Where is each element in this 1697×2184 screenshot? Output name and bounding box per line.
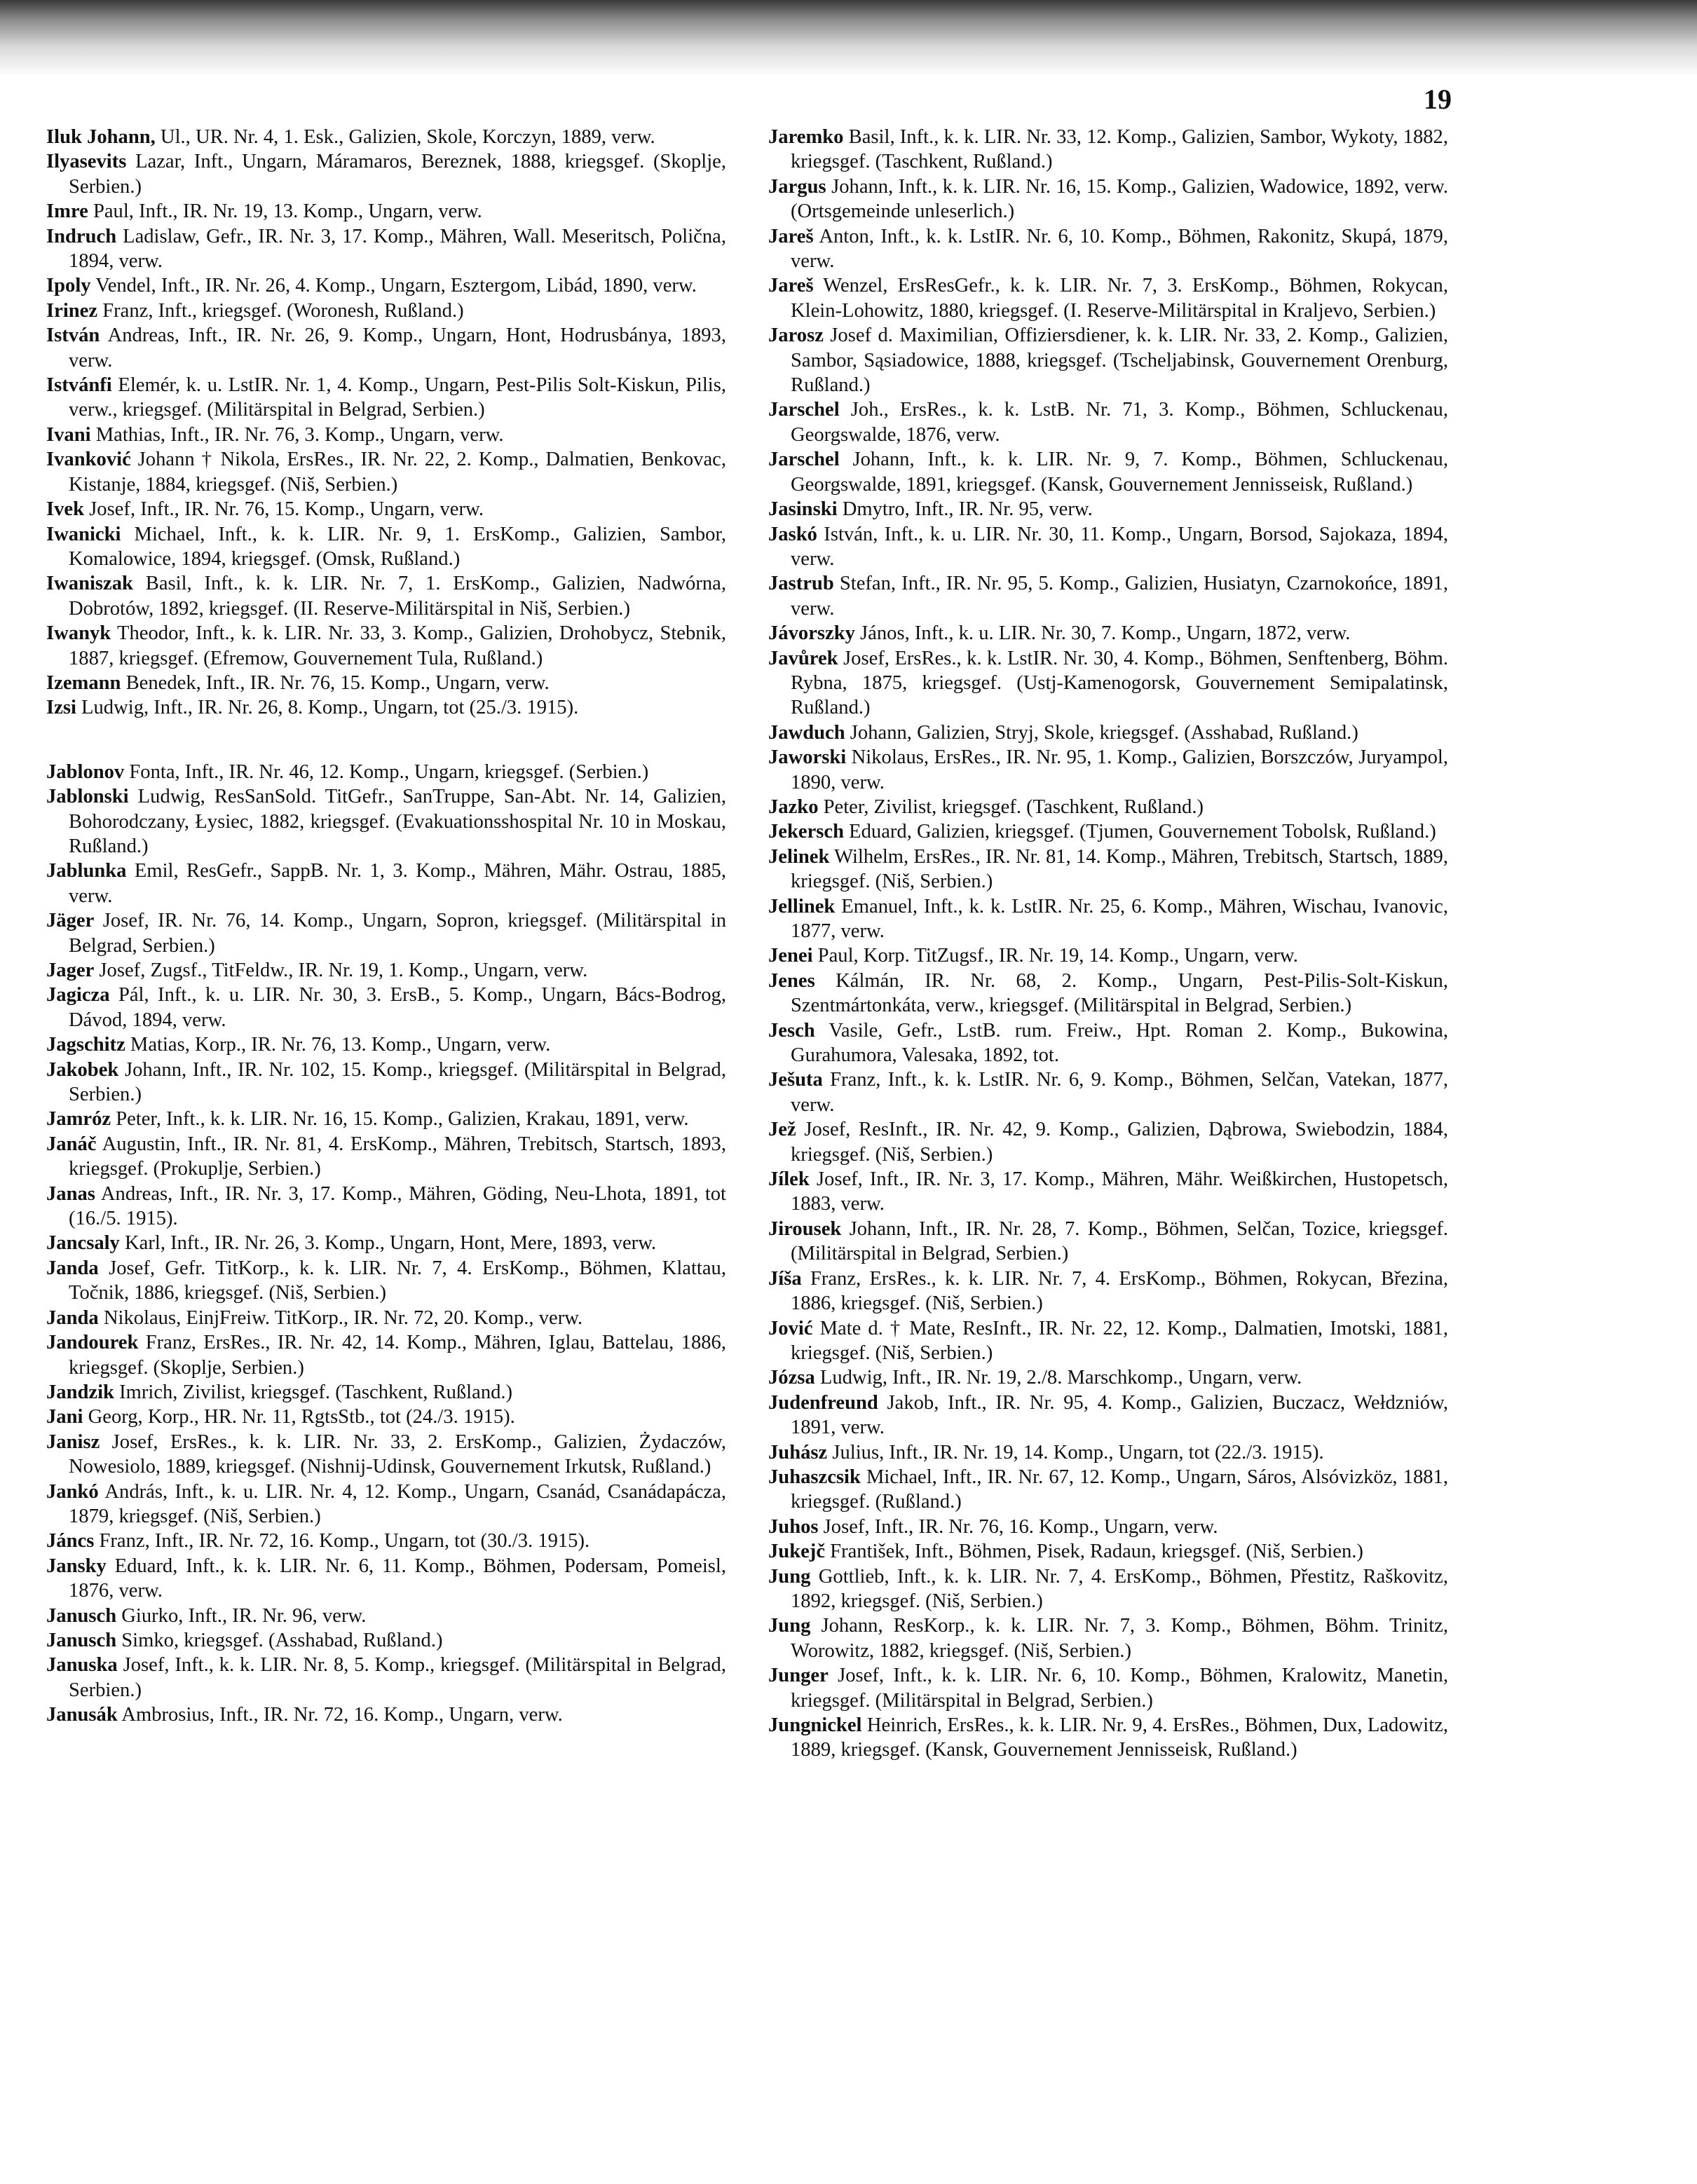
register-entry [46,522,726,572]
entry-surname: Junger [768,1665,829,1687]
entry-surname: Jablunka [46,860,127,882]
entry-surname: Iluk Johann, [46,126,156,148]
entry-details: Johann, Inft., IR. Nr. 102, 15. Komp., kriegsgef. (Militärspital in Belgrad, Serbien.) [69,1058,726,1106]
register-entry [46,1058,726,1107]
register-entry [46,1653,726,1702]
register-entry [768,1564,1448,1614]
entry-details: Michael, Inft., IR. Nr. 67, 12. Komp., Ungarn, Sáros, Alsóvizköz, 1881, kriegsgef. (Rußland.) [791,1466,1448,1513]
right-column [768,125,1448,1763]
entry-surname: Jung [768,1615,811,1637]
entry-surname: Jansky [46,1555,107,1577]
register-entry [46,958,726,983]
entry-details: Josef, Gefr. TitKorp., k. k. LIR. Nr. 7, 4. ErsKomp., Böhmen, Klattau, Točnik, 1886, kriegsgef. (Niš, Serbien.) [69,1257,726,1304]
entry-surname: Jaremko [768,126,844,148]
entry-details: Emanuel, Inft., k. k. LstIR. Nr. 25, 6. Komp., Mähren, Wischau, Ivanovic, 1877, verw. [791,895,1448,942]
entry-details: Mathias, Inft., IR. Nr. 76, 3. Komp., Ungarn, verw. [90,423,504,446]
entry-surname: István [46,325,100,347]
register-entry [768,1316,1448,1366]
entry-surname: Ivani [46,423,91,446]
entry-details: István, Inft., k. u. LIR. Nr. 30, 11. Komp., Ungarn, Borsod, Sajokaza, 1894, verw. [791,523,1448,570]
register-entry [768,819,1448,844]
register-entry [46,1480,726,1529]
entry-surname: Jávorszky [768,622,855,645]
entry-details: Heinrich, ErsRes., k. k. LIR. Nr. 9, 4. ErsRes., Böhmen, Dux, Ladowitz, 1889, kriegsgef. (Kansk, Gouvernement Jennisseisk, Rußland.) [791,1714,1448,1761]
entry-details: Paul, Inft., IR. Nr. 19, 13. Komp., Ungarn, verw. [88,200,482,223]
entry-details: Augustin, Inft., IR. Nr. 81, 4. ErsKomp., Mähren, Trebitsch, Startsch, 1893, kriegsgef. (Prokuplje, Serbien.) [69,1133,726,1180]
entry-details: Elemér, k. u. LstIR. Nr. 1, 4. Komp., Ungarn, Pest-Pilis Solt-Kiskun, Pilis, verw., kriegsgef. (Militärspital in Belgrad, Serbien.) [69,374,726,421]
entry-details: Imrich, Zivilist, kriegsgef. (Taschkent, Rußland.) [114,1381,513,1403]
entry-details: Nikolaus, ErsRes., IR. Nr. 95, 1. Komp., Galizien, Borszczów, Juryampol, 1890, verw. [791,746,1448,793]
entry-surname: Iwanicki [46,523,121,545]
entry-details: František, Inft., Böhmen, Pisek, Radaun, kriegsgef. (Niš, Serbien.) [825,1541,1363,1563]
entry-surname: Javůrek [768,647,838,669]
register-entry [46,1032,726,1057]
register-entry [768,943,1448,968]
register-entry [46,983,726,1032]
register-entry [46,1107,726,1131]
register-entry [768,447,1448,497]
entry-surname: Ješuta [768,1069,823,1091]
entry-surname: Izemann [46,671,121,694]
register-entry [46,1554,726,1604]
entry-surname: Juhaszcsik [768,1466,861,1488]
entry-surname: Jakobek [46,1058,119,1081]
register-entry [768,1217,1448,1267]
register-entry [768,1663,1448,1713]
entry-details: Ludwig, Inft., IR. Nr. 19, 2./8. Marschkomp., Ungarn, verw. [815,1367,1302,1389]
letter-section-gap [46,721,726,760]
register-entry [46,621,726,671]
entry-details: Josef, IR. Nr. 76, 14. Komp., Ungarn, Sopron, kriegsgef. (Militärspital in Belgrad, Serbien.) [69,910,726,957]
entry-details: Eduard, Inft., k. k. LIR. Nr. 6, 11. Komp., Böhmen, Podersam, Pomeisl, 1876, verw. [69,1555,726,1602]
entry-details: Andreas, Inft., IR. Nr. 3, 17. Komp., Mähren, Göding, Neu-Lhota, 1891, tot (16./5. 1915). [69,1182,726,1230]
entry-surname: Jani [46,1406,83,1428]
entry-surname: Istvánfi [46,374,112,397]
entry-surname: Jarschel [768,449,840,471]
register-entry [46,1132,726,1182]
register-entry [46,859,726,908]
entry-surname: Jager [46,960,95,981]
entry-details: Eduard, Galizien, kriegsgef. (Tjumen, Gouvernement Tobolsk, Rußland.) [844,821,1436,843]
entry-surname: Janda [46,1306,99,1329]
entry-details: Wilhelm, ErsRes., IR. Nr. 81, 14. Komp., Mähren, Trebitsch, Startsch, 1889, kriegsgef. (Niš, Serbien.) [791,845,1448,893]
register-entry [46,125,726,149]
entry-surname: Ivek [46,498,85,521]
register-entry [768,1465,1448,1515]
entry-surname: Iwaniszak [46,573,133,595]
entry-details: Michael, Inft., k. k. LIR. Nr. 9, 1. ErsKomp., Galizien, Sambor, Komalowice, 1894, kriegsgef. (Omsk, Rußland.) [69,523,726,570]
entry-surname: Jamróz [46,1108,111,1131]
entry-details: Ludwig, Inft., IR. Nr. 26, 8. Komp., Ungarn, tot (25./3. 1915). [76,697,579,719]
entry-surname: Ipoly [46,275,91,297]
entry-surname: Jílek [768,1168,810,1191]
entry-details: Peter, Inft., k. k. LIR. Nr. 16, 15. Komp., Galizien, Krakau, 1891, verw. [111,1108,689,1131]
entry-surname: Jandzik [46,1381,114,1403]
register-entry [768,1713,1448,1763]
entry-surname: Jenes [768,969,815,992]
entry-details: Basil, Inft., k. k. LIR. Nr. 7, 1. ErsKomp., Galizien, Nadwórna, Dobrotów, 1892, kriegsgef. (II. Reserve-Militärspital in Niš, Serbien.) [69,573,726,620]
register-entry [46,1529,726,1553]
entry-details: Johann, Inft., k. k. LIR. Nr. 9, 7. Komp., Böhmen, Schluckenau, Georgswalde, 1891, kriegsgef. (Kansk, Gouvernement Jennisseisk, Rußland.) [791,449,1448,496]
entry-surname: Jarosz [768,325,824,347]
entry-surname: Judenfreund [768,1391,878,1414]
entry-details: Josef, ResInft., IR. Nr. 42, 9. Komp., Galizien, Dąbrowa, Swiebodzin, 1884, kriegsgef. (Niš, Serbien.) [791,1119,1448,1166]
entry-surname: Janas [46,1182,95,1205]
entry-surname: Jirousek [768,1217,842,1240]
entry-surname: Jenei [768,945,813,967]
register-entry [46,571,726,621]
register-entry [768,1613,1448,1663]
entry-details: Franz, ErsRes., IR. Nr. 42, 14. Komp., Mähren, Iglau, Battelau, 1886, kriegsgef. (Skoplje, Serbien.) [69,1332,726,1379]
entry-details: Kálmán, IR. Nr. 68, 2. Komp., Ungarn, Pest-Pilis-Solt-Kiskun, Szentmártonkáta, verw., kriegsgef. (Militärspital in Belgrad, Serbien.) [791,969,1448,1017]
entry-surname: Jesch [768,1019,815,1042]
register-entry [46,224,726,274]
register-entry [46,784,726,859]
entry-details: Dmytro, Inft., IR. Nr. 95, verw. [837,498,1093,521]
register-entry [46,908,726,958]
register-entry [768,1018,1448,1068]
register-entry [46,299,726,323]
entry-details: Andreas, Inft., IR. Nr. 26, 9. Komp., Ungarn, Hont, Hodrusbánya, 1893, verw. [69,325,726,371]
entry-surname: Jung [768,1565,811,1588]
entry-details: Josef, ErsRes., k. k. LIR. Nr. 33, 2. ErsKomp., Galizien, Żydaczów, Nowesiolo, 1889, kriegsgef. (Nishnij-Udinsk, Gouvernement Irkutsk, Rußland.) [69,1431,726,1478]
entry-details: Basil, Inft., k. k. LIR. Nr. 33, 12. Komp., Galizien, Sambor, Wykoty, 1882, kriegsgef. (Taschkent, Rußland.) [791,126,1448,173]
entry-details: Josef d. Maximilian, Offiziersdiener, k. k. LIR. Nr. 33, 2. Komp., Galizien, Sambor, Sąsiadowice, 1888, kriegsgef. (Tscheljabinsk, Gouvernement Orenburg, Rußland.) [791,325,1448,397]
entry-surname: Jungnickel [768,1714,862,1736]
entry-details: Anton, Inft., k. k. LstIR. Nr. 6, 10. Komp., Böhmen, Rakonitz, Skupá, 1879, verw. [791,225,1448,273]
entry-details: Ul., UR. Nr. 4, 1. Esk., Galizien, Skole, Korczyn, 1889, verw. [155,126,655,148]
entry-surname: Jankó [46,1480,99,1503]
entry-surname: Jarschel [768,399,840,421]
entry-surname: Janusák [46,1704,118,1726]
entry-details: Franz, ErsRes., k. k. LIR. Nr. 7, 4. ErsKomp., Böhmen, Rokycan, Březina, 1886, kriegsgef. (Niš, Serbien.) [791,1267,1448,1315]
left-column [46,125,726,1728]
entry-surname: Jellinek [768,895,836,917]
entry-details: Josef, Inft., IR. Nr. 3, 17. Komp., Mähren, Mähr. Weißkirchen, Hustopetsch, 1883, verw. [791,1168,1448,1215]
entry-details: Peter, Zivilist, kriegsgef. (Taschkent, Rußland.) [818,796,1204,818]
register-entry [768,1365,1448,1390]
register-entry [46,199,726,224]
register-entry [768,1167,1448,1217]
register-entry [768,795,1448,819]
entry-details: Gottlieb, Inft., k. k. LIR. Nr. 7, 4. ErsKomp., Böhmen, Přestitz, Raškovitz, 1892, kriegsgef. (Niš, Serbien.) [791,1565,1448,1612]
entry-details: Pál, Inft., k. u. LIR. Nr. 30, 3. ErsB., 5. Komp., Ungarn, Bács-Bodrog, Dávod, 1894, verw. [69,984,726,1031]
register-entry [46,760,726,784]
entry-surname: Januska [46,1654,118,1677]
entry-surname: Jäger [46,910,95,932]
entry-surname: Iwanyk [46,622,111,645]
entry-surname: Imre [46,200,88,223]
entry-details: Ludwig, ResSanSold. TitGefr., SanTruppe, San-Abt. Nr. 14, Galizien, Bohorodczany, Łysiec, 1882, kriegsgef. (Evakuationsshospital Nr. 10 in Moskau, Rußland.) [69,786,726,857]
entry-surname: Jandourek [46,1332,139,1354]
register-entry [768,397,1448,447]
entry-surname: Janusch [46,1629,117,1651]
entry-details: Fonta, Inft., IR. Nr. 46, 12. Komp., Ungarn, kriegsgef. (Serbien.) [124,760,649,783]
entry-surname: Jekersch [768,821,844,843]
entry-details: Joh., ErsRes., k. k. LstB. Nr. 71, 3. Komp., Böhmen, Schluckenau, Georgswalde, 1876, verw. [791,399,1448,446]
register-entry [768,273,1448,323]
entry-surname: Irinez [46,299,98,322]
entry-details: Josef, Inft., IR. Nr. 76, 15. Komp., Ungarn, verw. [84,498,484,521]
entry-surname: Janda [46,1257,99,1279]
register-entry [46,1256,726,1306]
entry-details: Emil, ResGefr., SappB. Nr. 1, 3. Komp., Mähren, Mähr. Ostrau, 1885, verw. [69,860,726,907]
entry-details: Vendel, Inft., IR. Nr. 26, 4. Komp., Ungarn, Esztergom, Libád, 1890, verw. [90,275,697,297]
entry-details: Franz, Inft., k. k. LstIR. Nr. 6, 9. Komp., Böhmen, Selčan, Vatekan, 1877, verw. [791,1069,1448,1116]
register-entry [768,125,1448,175]
entry-details: Georg, Korp., HR. Nr. 11, RgtsStb., tot (24./3. 1915). [83,1406,515,1428]
entry-surname: Ilyasevits [46,151,127,173]
entry-details: Theodor, Inft., k. k. LIR. Nr. 33, 3. Komp., Galizien, Drohobycz, Stebnik, 1887, kriegsgef. (Efremow, Gouvernement Tula, Rußland.) [69,622,726,669]
register-entry [768,175,1448,224]
entry-surname: Jablonski [46,786,129,808]
entry-surname: Jáncs [46,1530,95,1552]
register-entry [46,1702,726,1727]
entry-details: Josef, Inft., k. k. LIR. Nr. 6, 10. Komp., Böhmen, Kralowitz, Manetin, kriegsgef. (Militärspital in Belgrad, Serbien.) [791,1665,1448,1712]
register-entry [768,224,1448,274]
entry-details: Julius, Inft., IR. Nr. 19, 14. Komp., Ungarn, tot (22./3. 1915). [827,1441,1324,1463]
register-entry [768,621,1448,646]
entry-details: Nikolaus, EinjFreiw. TitKorp., IR. Nr. 72, 20. Komp., verw. [98,1306,583,1329]
entry-details: Lazar, Inft., Ungarn, Máramaros, Bereznek, 1888, kriegsgef. (Skoplje, Serbien.) [69,151,726,198]
entry-details: András, Inft., k. u. LIR. Nr. 4, 12. Komp., Ungarn, Csanád, Csanádapácza, 1879, kriegsgef. (Niš, Serbien.) [69,1480,726,1527]
entry-surname: Jagschitz [46,1034,125,1056]
entry-surname: Jović [768,1317,813,1339]
entry-surname: Jasinski [768,498,838,521]
register-entry [46,1430,726,1480]
register-entry [768,1067,1448,1117]
entry-details: Josef, Inft., k. k. LIR. Nr. 8, 5. Komp., kriegsgef. (Militärspital in Belgrad, Serbien.) [69,1654,726,1701]
register-entry [46,447,726,497]
entry-surname: Jaskó [768,523,817,545]
entry-surname: Jukejč [768,1541,826,1563]
page-number: 19 [1424,83,1452,115]
register-entry [46,671,726,695]
entry-details: Jakob, Inft., IR. Nr. 95, 4. Komp., Galizien, Buczacz, Wełdzniów, 1891, verw. [791,1391,1448,1439]
entry-details: Johann † Nikola, ErsRes., IR. Nr. 22, 2. Komp., Dalmatien, Benkovac, Kistanje, 1884, kriegsgef. (Niš, Serbien.) [69,449,726,496]
register-entry [768,1440,1448,1465]
entry-details: Franz, Inft., kriegsgef. (Woronesh, Rußland.) [97,299,464,322]
entry-surname: Ivanković [46,449,131,471]
register-entry [46,1628,726,1653]
register-entry [46,695,726,720]
register-entry [768,745,1448,795]
entry-surname: Jaworski [768,746,847,769]
entry-details: Matias, Korp., IR. Nr. 76, 13. Komp., Ungarn, verw. [125,1034,551,1056]
entry-details: Johann, Inft., k. k. LIR. Nr. 16, 15. Komp., Galizien, Wadowice, 1892, verw. (Ortsgemeinde unleserlich.) [791,175,1448,223]
entry-surname: Jargus [768,175,826,198]
register-entry [768,1391,1448,1440]
register-entry [768,497,1448,521]
entry-details: Vasile, Gefr., LstB. rum. Freiw., Hpt. Roman 2. Komp., Bukowina, Gurahumora, Valesaka, 1892, tot. [791,1019,1448,1067]
entry-surname: Janáč [46,1133,97,1155]
register-entry [46,1380,726,1405]
entry-details: János, Inft., k. u. LIR. Nr. 30, 7. Komp., Ungarn, 1872, verw. [854,622,1351,645]
entry-details: Karl, Inft., IR. Nr. 26, 3. Komp., Ungarn, Hont, Mere, 1893, verw. [119,1232,657,1255]
entry-surname: Izsi [46,697,76,719]
register-entry [768,1539,1448,1564]
entry-details: Johann, Galizien, Stryj, Skole, kriegsgef. (Asshabad, Rußland.) [845,721,1358,744]
entry-details: Ambrosius, Inft., IR. Nr. 72, 16. Komp., Ungarn, verw. [117,1704,563,1726]
register-entry [46,497,726,521]
entry-details: Franz, Inft., IR. Nr. 72, 16. Komp., Ungarn, tot (30./3. 1915). [94,1530,590,1552]
entry-surname: Jazko [768,796,819,818]
register-entry [768,323,1448,397]
register-entry [768,571,1448,621]
register-entry [46,1231,726,1255]
register-entry [768,522,1448,572]
entry-details: Simko, kriegsgef. (Asshabad, Rußland.) [116,1629,443,1651]
entry-surname: Jelinek [768,845,830,868]
entry-surname: Jež [768,1119,796,1141]
entry-details: Benedek, Inft., IR. Nr. 76, 15. Komp., Ungarn, verw. [121,671,550,694]
entry-surname: Jastrub [768,573,834,595]
register-entry [46,273,726,298]
register-entry [768,894,1448,944]
entry-surname: Indruch [46,225,117,247]
entry-details: Johann, ResKorp., k. k. LIR. Nr. 7, 3. Komp., Böhmen, Böhm. Trinitz, Worowitz, 1882, kriegsgef. (Niš, Serbien.) [791,1615,1448,1662]
register-entry [46,149,726,199]
register-entry [46,1604,726,1628]
entry-details: Mate d. † Mate, ResInft., IR. Nr. 22, 12. Komp., Dalmatien, Imotski, 1881, kriegsgef. (Niš, Serbien.) [791,1317,1448,1364]
register-entry [768,646,1448,721]
entry-details: Josef, Inft., IR. Nr. 76, 16. Komp., Ungarn, verw. [818,1515,1218,1538]
entry-details: Giurko, Inft., IR. Nr. 96, verw. [116,1604,367,1627]
entry-surname: Jablonov [46,760,125,783]
register-entry [46,1306,726,1330]
entry-surname: Janisz [46,1431,100,1453]
entry-details: Stefan, Inft., IR. Nr. 95, 5. Komp., Galizien, Husiatyn, Czarnokońce, 1891, verw. [791,573,1448,620]
entry-surname: Jancsaly [46,1232,120,1255]
entry-surname: Janusch [46,1604,117,1627]
register-entry [46,1330,726,1380]
register-entry [768,1267,1448,1316]
entry-details: Josef, ErsRes., k. k. LstIR. Nr. 30, 4. Komp., Böhmen, Senftenberg, Böhm. Rybna, 1875, kriegsgef. (Ustj-Kamenogorsk, Gouvernement Semipalatinsk, Rußland.) [791,647,1448,719]
register-entry [46,323,726,373]
register-entry [46,423,726,447]
scan-shadow [0,0,1697,77]
entry-surname: Jagicza [46,984,110,1006]
register-entry [768,1515,1448,1539]
entry-surname: Jíša [768,1267,802,1290]
entry-details: Paul, Korp. TitZugsf., IR. Nr. 19, 14. Komp., Ungarn, verw. [812,945,1298,967]
entry-surname: Jareš [768,275,814,297]
entry-details: Wenzel, ErsResGefr., k. k. LIR. Nr. 7, 3. ErsKomp., Böhmen, Rokycan, Klein-Lohowitz, 1880, kriegsgef. (I. Reserve-Militärspital in Kraljevo, Serbien.) [791,275,1448,322]
register-entry [46,1182,726,1231]
entry-surname: Jareš [768,225,814,247]
register-entry [46,373,726,423]
entry-details: Ladislaw, Gefr., IR. Nr. 3, 17. Komp., Mähren, Wall. Meseritsch, Polična, 1894, verw. [69,225,726,273]
entry-surname: Józsa [768,1367,815,1389]
entry-surname: Juhász [768,1441,828,1463]
register-entry [46,1405,726,1429]
register-entry [768,969,1448,1018]
entry-surname: Jawduch [768,721,845,744]
entry-details: Josef, Zugsf., TitFeldw., IR. Nr. 19, 1. Komp., Ungarn, verw. [94,960,588,981]
register-entry [768,845,1448,894]
register-entry [768,721,1448,745]
entry-surname: Juhos [768,1515,819,1538]
entry-details: Johann, Inft., IR. Nr. 28, 7. Komp., Böhmen, Selčan, Tozice, kriegsgef. (Militärspital in Belgrad, Serbien.) [791,1217,1448,1265]
register-entry [768,1117,1448,1167]
